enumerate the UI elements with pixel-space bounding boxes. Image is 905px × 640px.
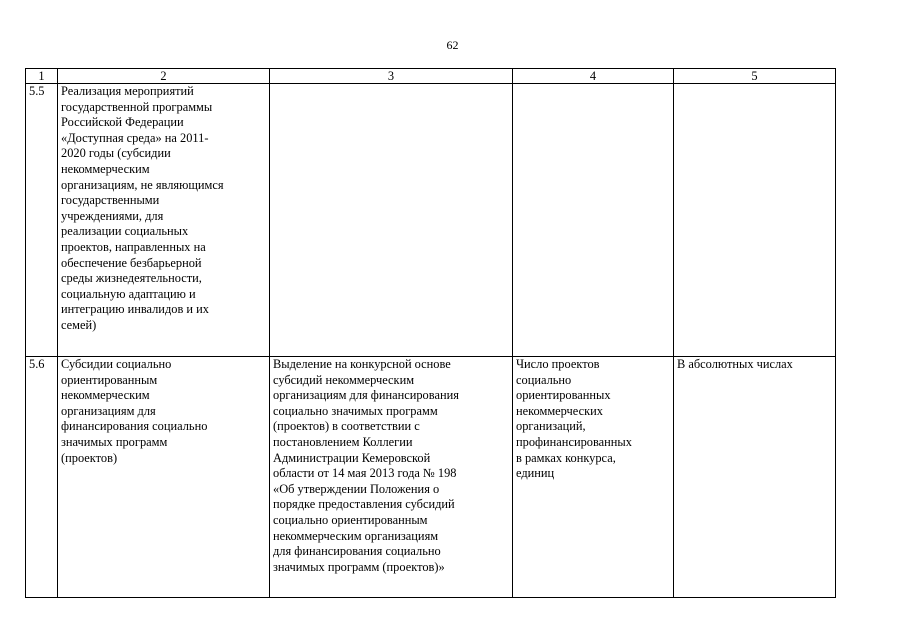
row-number: 5.6 [26, 357, 58, 598]
table-row [26, 84, 836, 357]
measure-name-cell: Субсидии социально ориентированным некоммерческим организациям для финансирования социально значимых программ (проектов) [58, 357, 270, 598]
header-col-4: 4 [513, 69, 674, 84]
measure-name-cell: Реализация мероприятий государственной программы Российской Федерации «Доступная среда» на 2011- 2020 годы (субсидии некоммерческим организациям, не являющимся государственными учреждениями, для реализации социальных проектов, направленных на обеспечение безбарьерной среды жизнедеятельности, социальную адаптацию и интеграцию инвалидов и их семей) [58, 84, 270, 357]
header-col-5: 5 [674, 69, 836, 84]
unit-cell [674, 84, 836, 357]
indicator-cell: Число проектов социально ориентированных некоммерческих организаций, профинансированных в рамках конкурса, единиц [513, 357, 674, 598]
indicator-cell [513, 84, 674, 357]
measure-content-cell: Выделение на конкурсной основе субсидий некоммерческим организациям для финансирования социально значимых программ (проектов) в соответствии с постановлением Коллегии Администрации Кемеровской области от 14 мая 2013 года № 198 «Об утверждении Положения о порядке предоставления субсидий социально ориентированным некоммерческим организациям для финансирования социально значимых программ (проектов)» [270, 357, 513, 598]
page-number: 62 [446, 38, 459, 52]
measure-content-cell [270, 84, 513, 357]
table-row [26, 357, 836, 598]
row-number: 5.5 [26, 84, 58, 357]
header-col-3: 3 [270, 69, 513, 84]
header-col-2: 2 [58, 69, 270, 84]
unit-cell: В абсолютных числах [674, 357, 836, 598]
table-header-row [26, 69, 836, 84]
measures-table [25, 68, 836, 598]
header-col-1: 1 [26, 69, 58, 84]
